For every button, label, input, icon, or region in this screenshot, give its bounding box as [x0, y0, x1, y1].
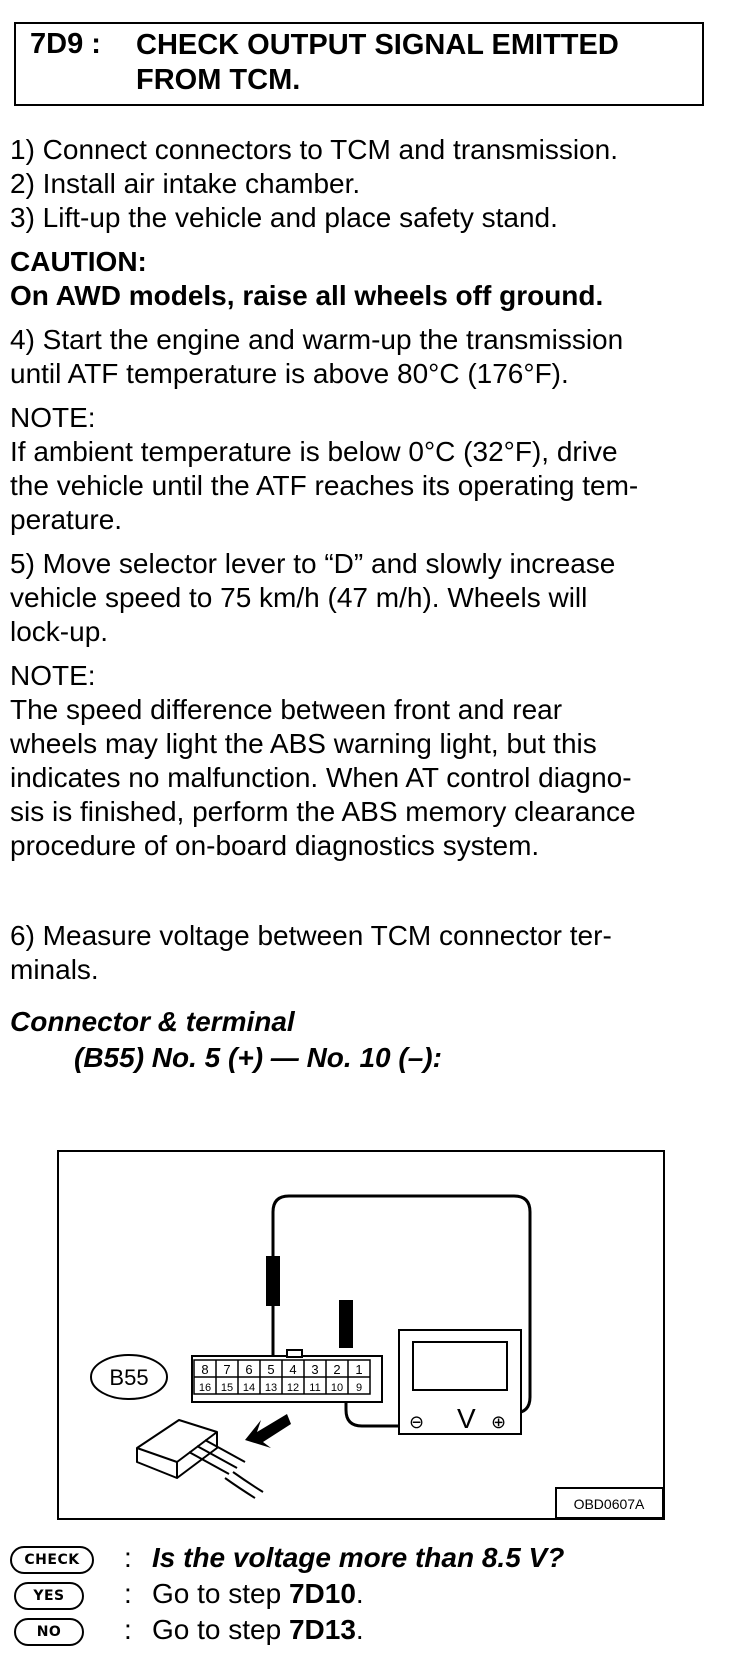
step-6-line-2: minals. [10, 954, 99, 985]
note-2-line-2: wheels may light the ABS warning light, but this [10, 728, 597, 759]
pin-3: 3 [311, 1362, 319, 1377]
positive-probe-icon [266, 1256, 280, 1306]
voltmeter-minus: ⊖ [409, 1412, 425, 1433]
yes-row [10, 1578, 722, 1618]
step-title [136, 28, 696, 98]
pin-5: 5 [267, 1362, 275, 1377]
check-badge: CHECK [10, 1546, 94, 1574]
check-row [10, 1542, 722, 1582]
step-3-text: 3) Lift-up the vehicle and place safety stand. [10, 202, 558, 233]
step-4-line-2: until ATF temperature is above 80°C (176°F). [10, 358, 569, 389]
check-colon: : [124, 1542, 132, 1573]
voltmeter-symbol: V [457, 1403, 476, 1434]
step-6-line-1: 6) Measure voltage between TCM connector ter- [10, 920, 612, 951]
step-5-line-3: lock-up. [10, 616, 109, 647]
note-1-line-3: perature. [10, 504, 123, 535]
caution-heading: CAUTION: [10, 246, 147, 277]
voltmeter-plus: ⊕ [491, 1412, 507, 1433]
no-instruction: Go to step 7D13. [152, 1614, 364, 1645]
note-1-line-2: the vehicle until the ATF reaches its operating tem- [10, 470, 639, 501]
figure-code: OBD0607A [573, 1496, 645, 1512]
step-4-line-1: 4) Start the engine and warm-up the transmission [10, 324, 624, 355]
note-1-line-1: If ambient temperature is below 0°C (32°F), drive [10, 436, 618, 467]
pin-16: 16 [198, 1382, 212, 1394]
pin-14: 14 [242, 1382, 256, 1394]
yes-target-step: 7D10 [288, 1578, 356, 1609]
step-title-line-2: FROM TCM. [136, 64, 301, 96]
step-title-line-1: CHECK OUTPUT SIGNAL EMITTED [136, 29, 619, 61]
connector-plug-icon [137, 1420, 263, 1498]
pin-11: 11 [309, 1382, 321, 1394]
no-badge: NO [14, 1618, 84, 1646]
pin-4: 4 [289, 1362, 297, 1377]
caution-body: On AWD models, raise all wheels off ground. [10, 280, 604, 311]
connector-heading: Connector & terminal [10, 1006, 295, 1037]
no-target-step: 7D13 [288, 1614, 356, 1645]
yes-badge: YES [14, 1582, 84, 1610]
note-2-line-5: procedure of on-board diagnostics system. [10, 830, 540, 861]
pin-1: 1 [355, 1362, 363, 1377]
step-header-box [14, 22, 704, 106]
pin-13: 13 [264, 1382, 278, 1394]
note-2-heading: NOTE: [10, 660, 96, 691]
pin-2: 2 [333, 1362, 341, 1377]
note-2-line-3: indicates no malfunction. When AT control diagno- [10, 762, 632, 793]
wiring-diagram [57, 1150, 665, 1520]
check-question: Is the voltage more than 8.5 V? [152, 1542, 565, 1573]
yes-colon: : [124, 1578, 132, 1609]
step-1-text: 1) Connect connectors to TCM and transmission. [10, 134, 618, 165]
no-row [10, 1614, 722, 1654]
negative-probe-icon [339, 1300, 353, 1348]
pin-9: 9 [355, 1382, 363, 1394]
connector-label: B55 [109, 1365, 149, 1390]
pin-10: 10 [330, 1382, 344, 1394]
pin-12: 12 [286, 1382, 300, 1394]
step-5-line-2: vehicle speed to 75 km/h (47 m/h). Wheels will [10, 582, 588, 613]
step-5-line-1: 5) Move selector lever to “D” and slowly increase [10, 548, 616, 579]
pin-7: 7 [223, 1362, 231, 1377]
pin-6: 6 [245, 1362, 253, 1377]
no-colon: : [124, 1614, 132, 1645]
pin-8: 8 [201, 1362, 209, 1377]
note-1-heading: NOTE: [10, 402, 96, 433]
note-2-line-1: The speed difference between front and rear [10, 694, 563, 725]
connector-spec: (B55) No. 5 (+) — No. 10 (–): [74, 1042, 442, 1073]
step-code: 7D9 : [30, 28, 101, 60]
arrow-icon [245, 1414, 291, 1448]
yes-instruction: Go to step 7D10. [152, 1578, 364, 1609]
manual-page [10, 0, 722, 1652]
pin-15: 15 [220, 1382, 234, 1394]
step-2-text: 2) Install air intake chamber. [10, 168, 361, 199]
note-2-line-4: sis is finished, perform the ABS memory clearance [10, 796, 636, 827]
